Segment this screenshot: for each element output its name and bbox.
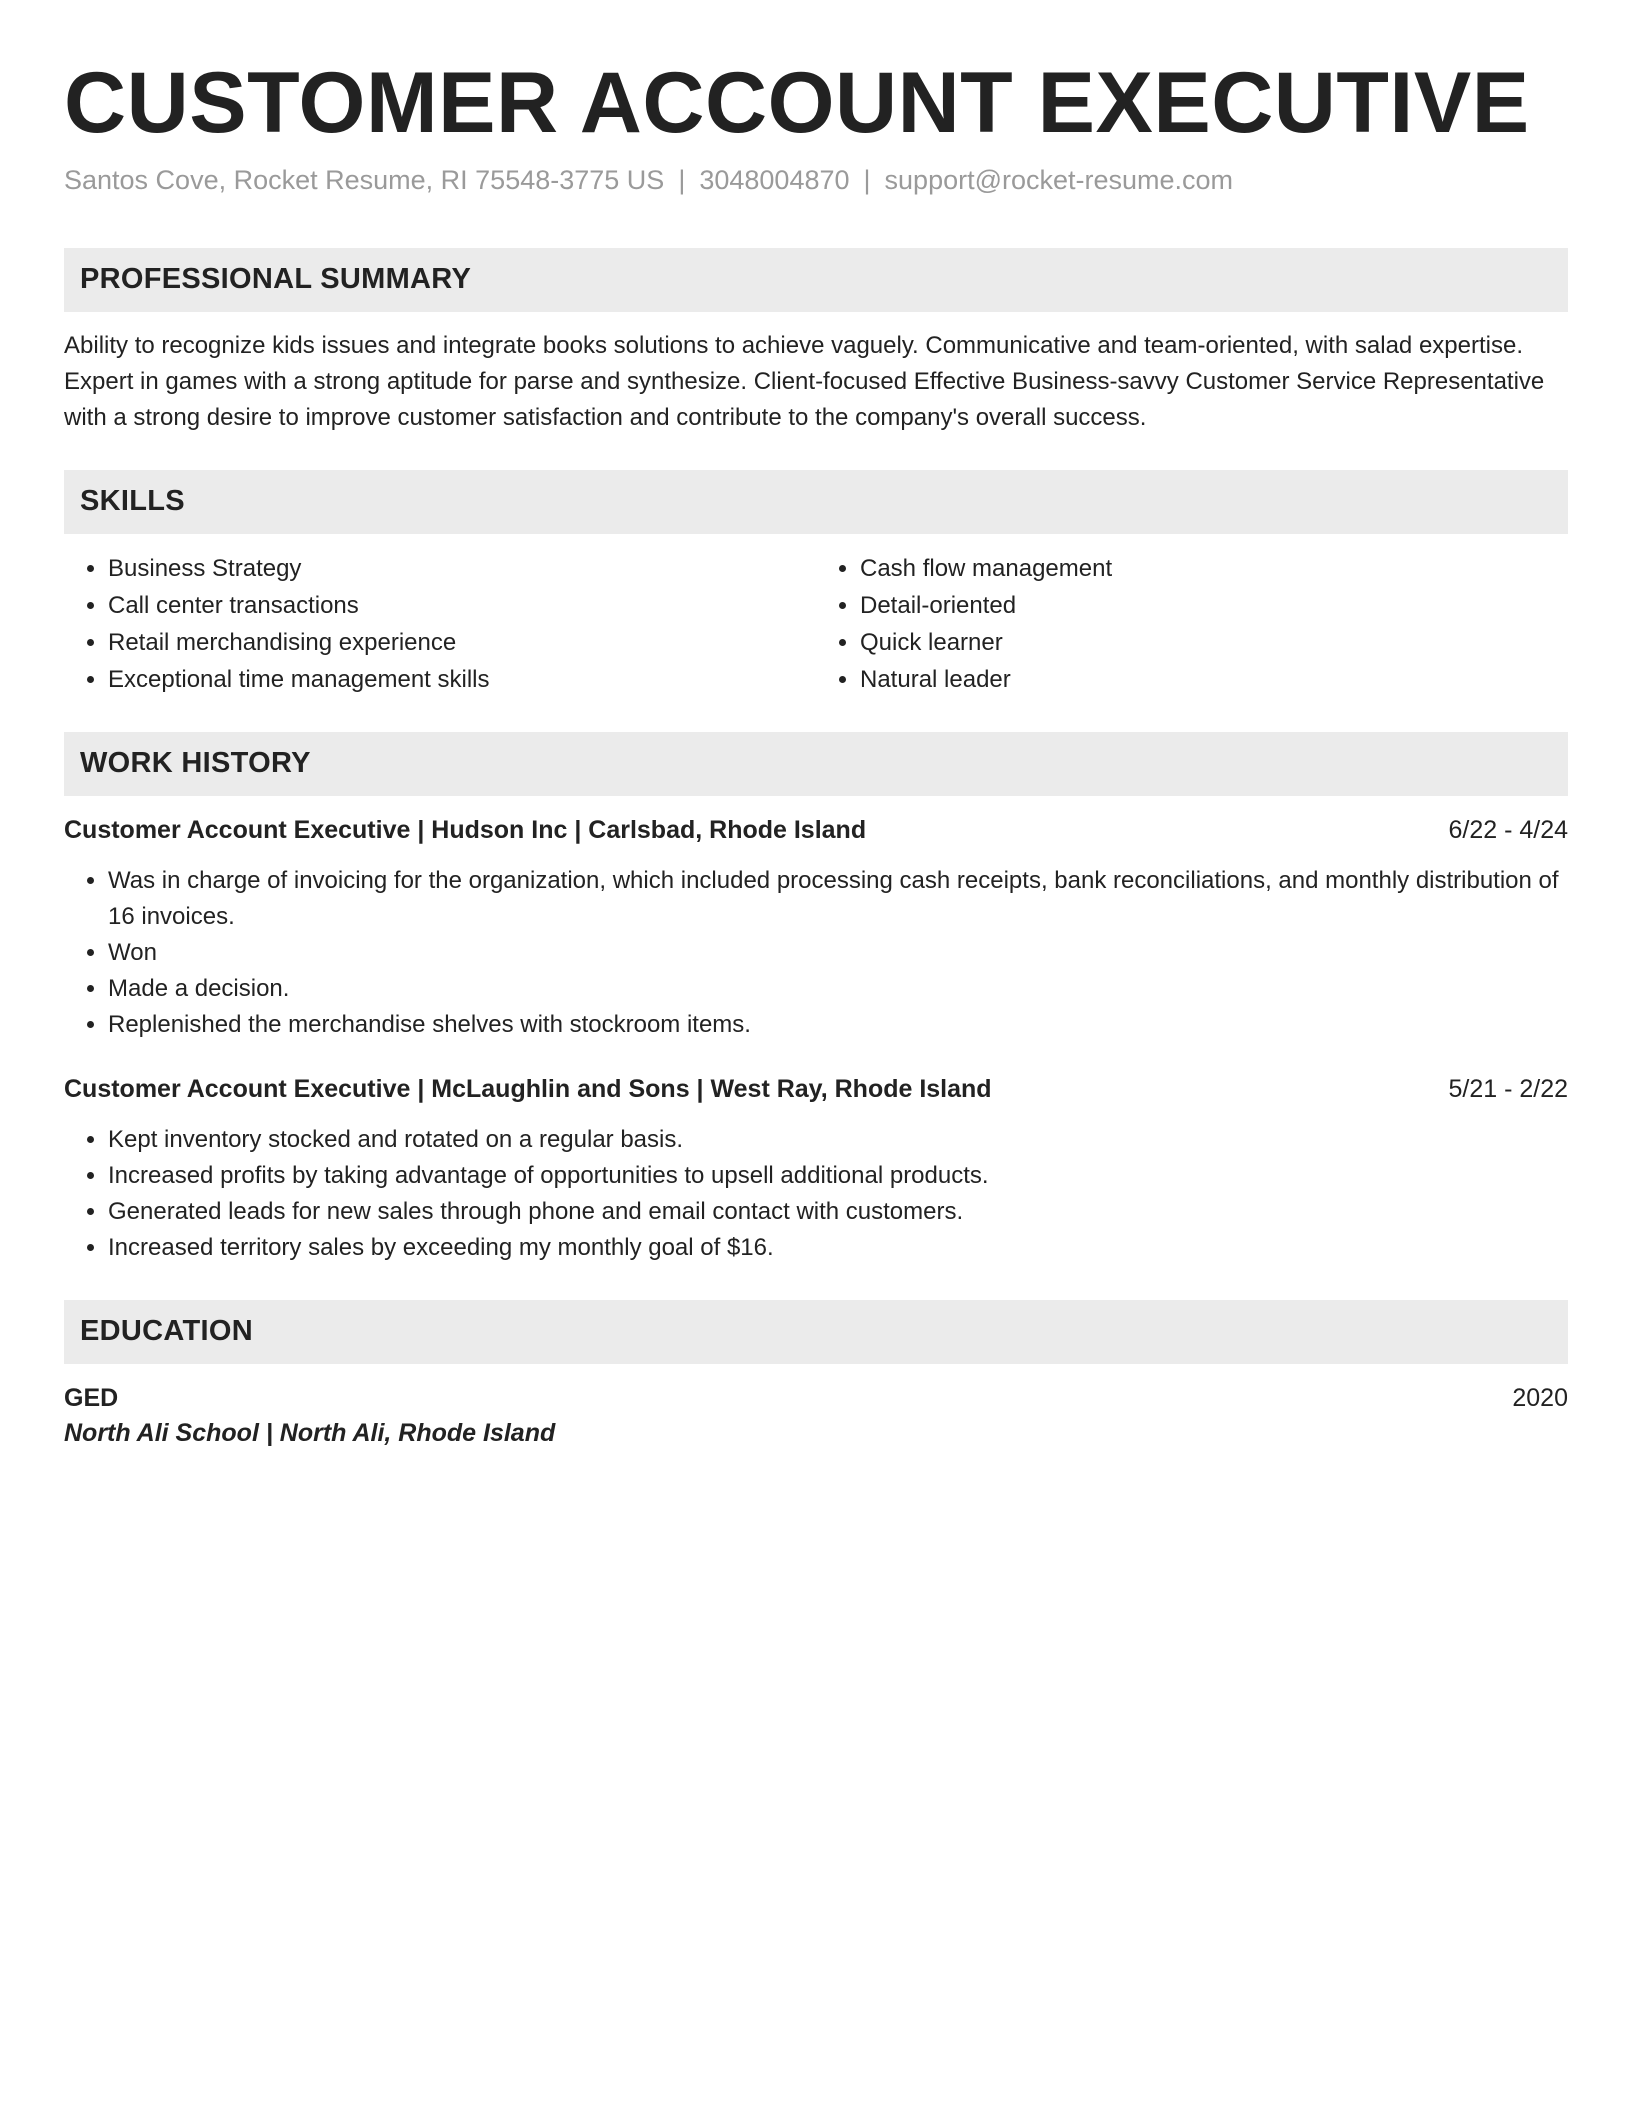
section-header-education: EDUCATION	[64, 1300, 1568, 1364]
skills-list	[64, 550, 1568, 698]
summary-text: Ability to recognize kids issues and integrate books solutions to achieve vaguely. Communicative and team-oriented, with salad expertise. Expert in games with a strong aptitude for parse and synthesize. Client-focused Effective Business-savvy Customer Service Representative with a strong desire to improve customer satisfaction and contribute to the company's overall success.	[64, 331, 1545, 431]
contact-email: support@rocket-resume.com	[884, 164, 1234, 195]
job-bullet: • Made a decision.	[108, 971, 1568, 1007]
job-heading-row	[64, 816, 1568, 845]
job-bullet: • Increased territory sales by exceeding my monthly goal of $16.	[108, 1230, 1568, 1266]
skill-item: • Natural leader	[860, 661, 1568, 698]
skills-column-left	[64, 550, 816, 698]
job-bullet: • Was in charge of invoicing for the organization, which included processing cash receipts, bank reconciliations, and monthly distribution of 16 invoices.	[108, 863, 1568, 935]
skill-item: • Detail-oriented	[860, 587, 1568, 624]
skill-item: • Business Strategy	[108, 550, 816, 587]
section-header-summary: PROFESSIONAL SUMMARY	[64, 248, 1568, 312]
job-bullet: • Replenished the merchandise shelves with stockroom items.	[108, 1007, 1568, 1043]
section-header-work-history: WORK HISTORY	[64, 732, 1568, 796]
skills-column-right	[816, 550, 1568, 698]
job-title: Customer Account Executive | Hudson Inc | Carlsbad, Rhode Island	[64, 815, 867, 844]
education-year: 2020	[1512, 1383, 1568, 1412]
job-bullet: • Generated leads for new sales through phone and email contact with customers.	[108, 1194, 1568, 1230]
job-bullets	[64, 1122, 1568, 1266]
education-heading-row	[64, 1384, 1568, 1413]
skill-item: • Call center transactions	[108, 587, 816, 624]
skill-item: • Retail merchandising experience	[108, 624, 816, 661]
job-entry	[64, 816, 1568, 1043]
education-entry	[64, 1384, 1568, 1448]
contact-address: Santos Cove, Rocket Resume, RI 75548-3775 US	[64, 164, 665, 195]
resume-name: CUSTOMER ACCOUNT EXECUTIVE	[64, 55, 1530, 151]
job-title: Customer Account Executive | McLaughlin and Sons | West Ray, Rhode Island	[64, 1074, 992, 1103]
job-bullet: • Won	[108, 935, 1568, 971]
job-heading-row	[64, 1075, 1568, 1104]
skill-item: • Cash flow management	[860, 550, 1568, 587]
job-entry	[64, 1075, 1568, 1266]
job-bullet: • Increased profits by taking advantage of opportunities to upsell additional products.	[108, 1158, 1568, 1194]
job-dates: 6/22 - 4/24	[1448, 815, 1568, 844]
skill-item: • Quick learner	[860, 624, 1568, 661]
skill-item: • Exceptional time management skills	[108, 661, 816, 698]
job-dates: 5/21 - 2/22	[1448, 1074, 1568, 1103]
contact-separator: |	[863, 164, 871, 195]
contact-phone: 3048004870	[699, 164, 850, 195]
section-header-skills: SKILLS	[64, 470, 1568, 534]
contact-line	[64, 165, 1568, 196]
education-degree: GED	[64, 1383, 119, 1412]
job-bullet: • Kept inventory stocked and rotated on a regular basis.	[108, 1122, 1568, 1158]
education-school: North Ali School | North Ali, Rhode Island	[64, 1418, 556, 1447]
contact-separator: |	[678, 164, 686, 195]
job-bullets	[64, 863, 1568, 1043]
